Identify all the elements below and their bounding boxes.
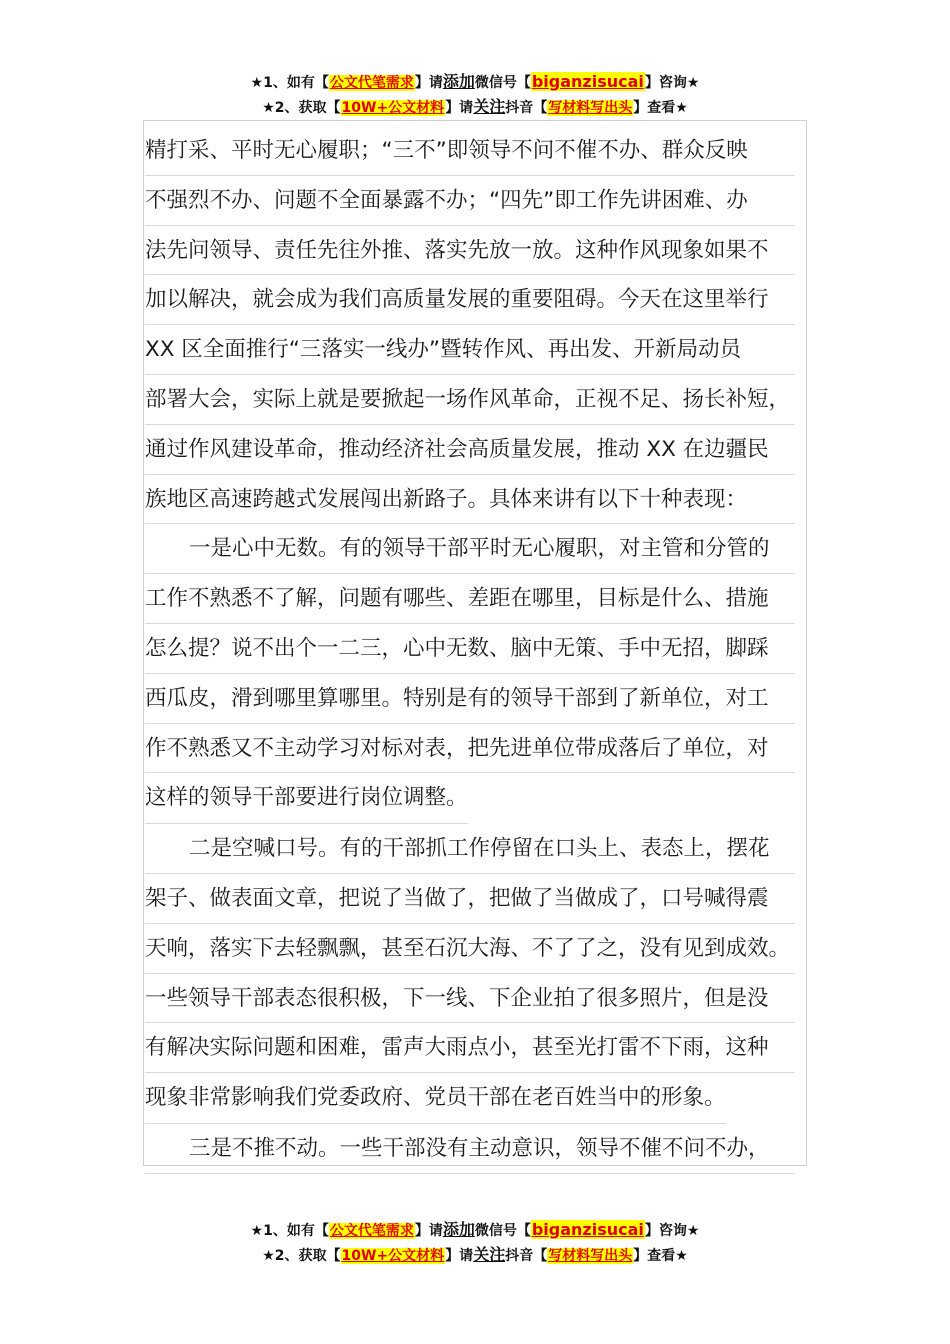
text-line: 西瓜皮，滑到哪里算哪里。特别是有的领导干部到了新单位，对工 [145,674,795,724]
promo-text: 】咨询★ [644,75,700,91]
document-body [145,126,805,1174]
promo-emphasis: 添加 [442,72,475,91]
text-line: 精打采、平时无心履职；“三不”即领导不问不催不办、群众反映 [145,126,795,176]
paragraph-start-line: 三是不推不动。一些干部没有主动意识，领导不催不问不办， [145,1124,795,1174]
promo-line-1 [0,1218,950,1243]
paragraph-start-line: 一是心中无数。有的领导干部平时无心履职，对主管和分管的 [145,524,795,574]
promo-emphasis: 添加 [442,1220,475,1239]
text-line: 怎么提？说不出个一二三，心中无数、脑中无策、手中无招，脚踩 [145,624,795,674]
text-line: 法先问领导、责任先往外推、落实先放一放。这种作风现象如果不 [145,226,795,276]
text-line: 有解决实际问题和困难，雷声大雨点小，甚至光打雷不下雨，这种 [145,1023,795,1073]
text-line: 工作不熟悉不了解，问题有哪些、差距在哪里，目标是什么、措施 [145,574,795,624]
promo-line-2 [0,95,950,120]
promo-highlight: 公文代笔需求 [329,75,414,91]
promo-text: ★2、获取【 [262,1248,341,1264]
promo-wechat-id: biganzisucai [531,1220,644,1239]
promo-line-2 [0,1243,950,1268]
promo-text: 】请 [445,1248,474,1264]
promo-text: ★1、如有【 [250,75,329,91]
promo-highlight: 10W+公文材料 [341,100,445,116]
promo-highlight: 写材料写出头 [548,100,633,116]
promo-text: 微信号【 [474,1223,531,1239]
promo-text: 】咨询★ [644,1223,700,1239]
text-line: 作不熟悉又不主动学习对标对表，把先进单位带成落后了单位，对 [145,724,795,774]
promo-text: 】请 [414,75,443,91]
promo-banner-top [0,70,950,120]
promo-highlight: 写材料写出头 [548,1248,633,1264]
paragraph-start-line: 二是空喊口号。有的干部抓工作停留在口头上、表态上，摆花 [145,824,795,874]
promo-wechat-id: biganzisucai [531,72,644,91]
promo-text: 】请 [445,100,474,116]
text-line: 这样的领导干部要进行岗位调整。 [145,773,468,824]
promo-text: 】请 [414,1223,443,1239]
promo-highlight: 10W+公文材料 [341,1248,445,1264]
text-line: 部署大会，实际上就是要掀起一场作风革命，正视不足、扬长补短， [145,375,795,425]
promo-text: 】查看★ [633,100,688,116]
text-line: 族地区高速跨越式发展闯出新路子。具体来讲有以下十种表现： [145,475,795,525]
promo-text: ★1、如有【 [250,1223,329,1239]
promo-text: 抖音【 [505,1248,548,1264]
text-line: 加以解决，就会成为我们高质量发展的重要阻碍。今天在这里举行 [145,275,795,325]
text-line: 天响，落实下去轻飘飘，甚至石沉大海、不了了之，没有见到成效。 [145,924,795,974]
promo-text: ★2、获取【 [262,100,341,116]
promo-line-1 [0,70,950,95]
promo-emphasis: 关注 [473,1245,506,1264]
promo-text: 微信号【 [474,75,531,91]
text-line: 通过作风建设革命，推动经济社会高质量发展，推动 XX 在边疆民 [145,425,795,475]
text-line: XX 区全面推行“三落实一线办”暨转作风、再出发、开新局动员 [145,325,795,375]
promo-text: 抖音【 [505,100,548,116]
promo-highlight: 公文代笔需求 [329,1223,414,1239]
text-line: 现象非常影响我们党委政府、党员干部在老百姓当中的形象。 [145,1073,726,1124]
text-line: 一些领导干部表态很积极，下一线、下企业拍了很多照片，但是没 [145,974,795,1024]
text-line: 不强烈不办、问题不全面暴露不办；“四先”即工作先讲困难、办 [145,176,795,226]
promo-text: 】查看★ [633,1248,688,1264]
text-line: 架子、做表面文章，把说了当做了，把做了当做成了，口号喊得震 [145,874,795,924]
promo-banner-bottom [0,1218,950,1268]
promo-emphasis: 关注 [473,97,506,116]
